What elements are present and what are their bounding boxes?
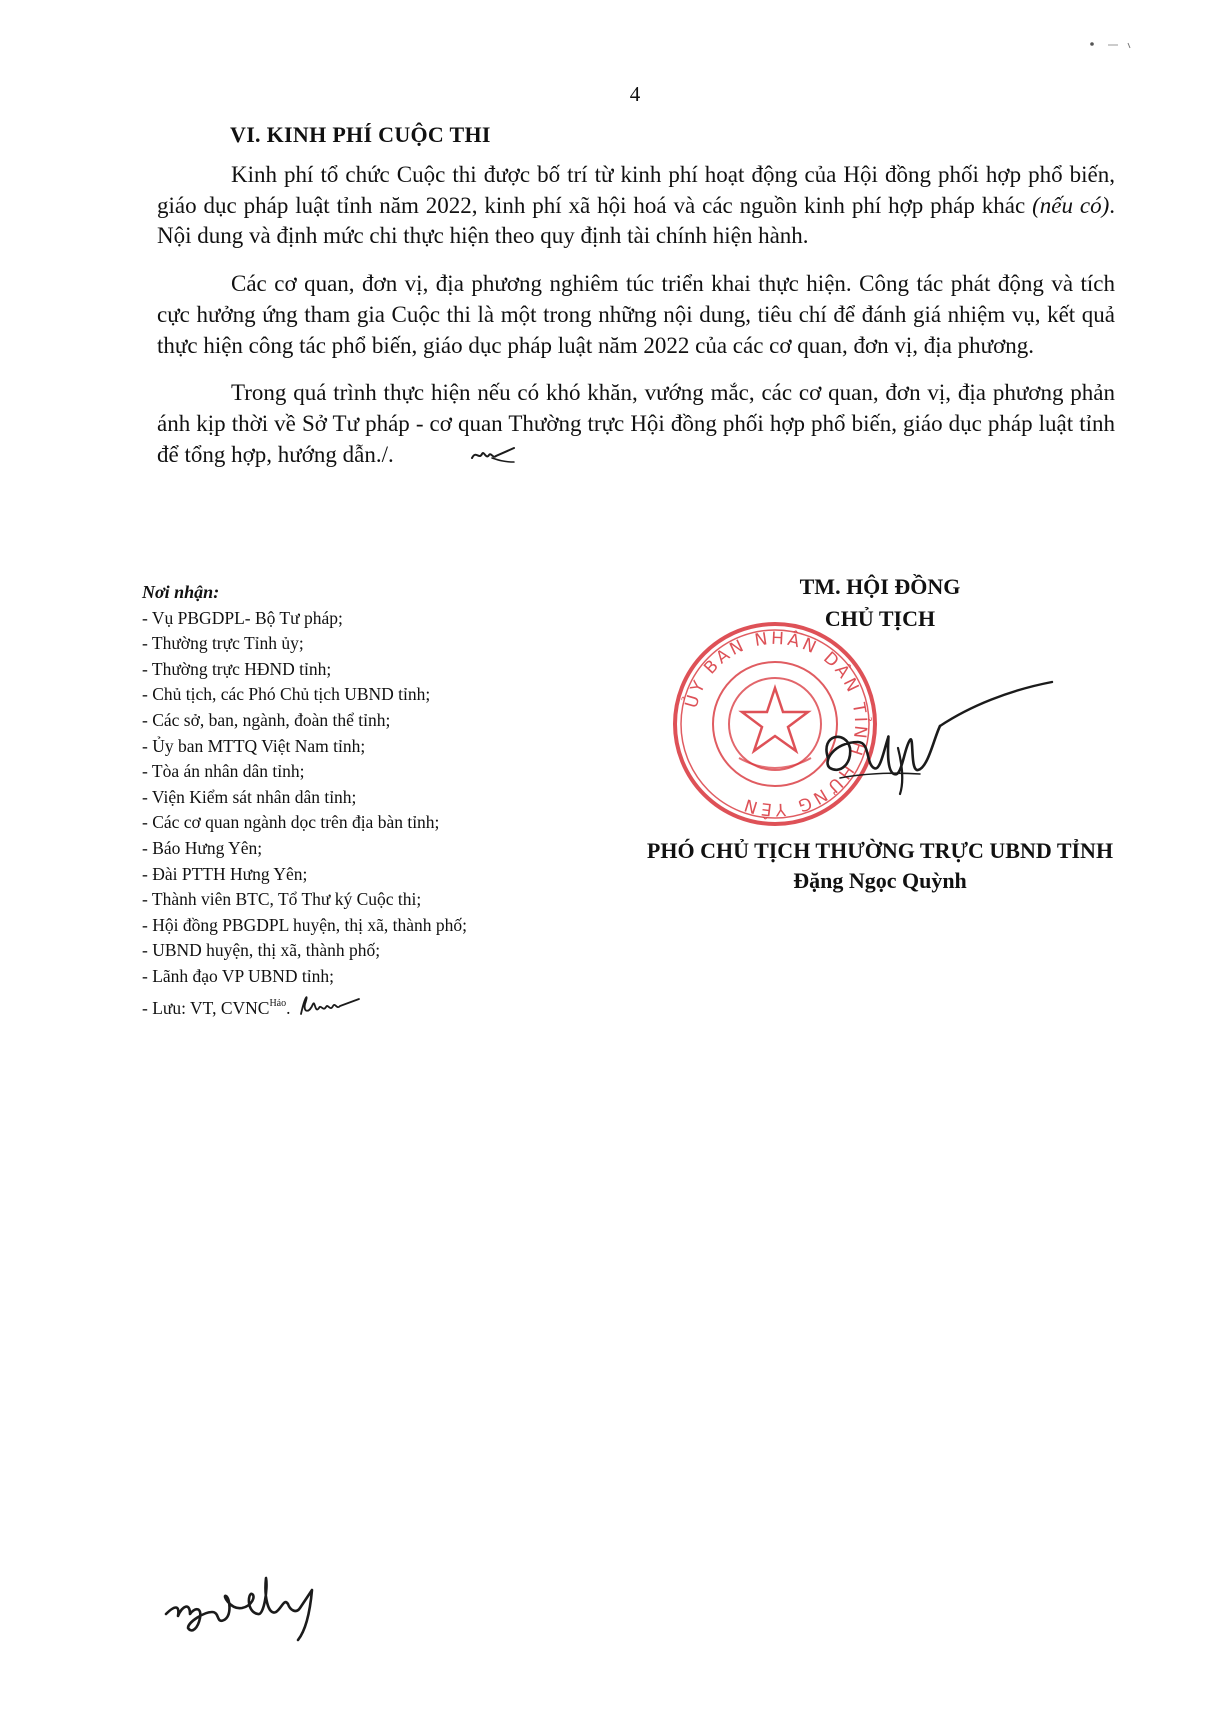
paragraph-funding-italic: (nếu có)	[1032, 192, 1110, 218]
recipient-item: - Báo Hưng Yên;	[142, 837, 263, 858]
page-number: 4	[629, 82, 641, 106]
seal-ring-text: ỦY BAN NHÂN DÂN TỈNH HƯNG YÊN	[681, 628, 871, 820]
scan-speck-marks	[1088, 38, 1148, 50]
recipient-item: - Vụ PBGDPL- Bộ Tư pháp;	[142, 607, 343, 628]
signatory-name: Đặng Ngọc Quỳnh	[793, 868, 967, 893]
paragraph-funding-text: Kinh phí tổ chức Cuộc thi được bố trí từ kinh phí hoạt động của Hội đồng phối hợp phổ biến, giáo dục pháp luật tỉnh năm 2022, kinh phí xã hội hoá và các nguồn kinh phí hợp pháp khác	[157, 162, 1115, 218]
recipient-item: - Lãnh đạo VP UBND tỉnh;	[142, 965, 335, 986]
recipients-title: Nơi nhận:	[142, 582, 220, 602]
recipient-item: - Thành viên BTC, Tổ Thư ký Cuộc thi;	[142, 889, 422, 910]
paragraph-funding-text-end: . Nội dung và định mức chi thực hiện theo quy định tài chính hiện hành.	[157, 192, 1115, 249]
recipient-item: - Đài PTTH Hưng Yên;	[142, 863, 308, 884]
archive-period: .	[286, 997, 291, 1018]
handwritten-signature	[800, 678, 1060, 798]
paragraph-reporting	[157, 378, 1115, 474]
section-heading: VI. KINH PHÍ CUỘC THI	[230, 122, 491, 147]
signature-title-chairman: CHỦ TỊCH	[824, 606, 936, 631]
bottom-handwritten-initials	[160, 1568, 350, 1643]
recipient-item: - Thường trực HĐND tỉnh;	[142, 658, 332, 679]
recipient-item: - Các cơ quan ngành dọc trên địa bàn tỉnh;	[142, 812, 440, 833]
recipient-item: - Viện Kiểm sát nhân dân tỉnh;	[142, 786, 357, 807]
archive-initials: Hảo	[269, 997, 287, 1009]
recipient-item-archive	[142, 990, 467, 1028]
recipient-item: - Hội đồng PBGDPL huyện, thị xã, thành phố;	[142, 914, 468, 935]
handwritten-initial-mark	[396, 444, 520, 475]
archive-label: - Lưu: VT, CVNC	[142, 997, 270, 1018]
archive-handwritten-signature	[295, 990, 363, 1028]
paragraph-funding	[157, 160, 1115, 252]
recipient-item: - Tòa án nhân dân tỉnh;	[142, 761, 305, 782]
recipient-item: - Thường trực Tỉnh ủy;	[142, 633, 304, 654]
signature-title-council: TM. HỘI ĐỒNG	[799, 574, 961, 599]
paragraph-implementation: Các cơ quan, đơn vị, địa phương nghiêm túc triển khai thực hiện. Công tác phát động và tích cực hưởng ứng tham gia Cuộc thi là một trong những nội dung, tiêu chí để đánh giá nhiệm vụ, kết quả thực hiện công tác phổ biến, giáo dục pháp luật năm 2022 của các cơ quan, đơn vị, địa phương.	[157, 271, 1115, 358]
signatory-position: PHÓ CHỦ TỊCH THƯỜNG TRỰC UBND TỈNH	[646, 838, 1114, 863]
recipient-item: - UBND huyện, thị xã, thành phố;	[142, 940, 381, 961]
section-body	[157, 160, 1115, 474]
recipients-list	[142, 580, 467, 1027]
recipient-item: - Ủy ban MTTQ Việt Nam tỉnh;	[142, 735, 366, 756]
recipient-item: - Chủ tịch, các Phó Chủ tịch UBND tỉnh;	[142, 684, 431, 705]
paragraph-reporting-text: Trong quá trình thực hiện nếu có khó khăn, vướng mắc, các cơ quan, đơn vị, địa phương phản ánh kịp thời về Sở Tư pháp - cơ quan Thường trực Hội đồng phối hợp phổ biến, giáo dục pháp luật tỉnh để tổng hợp, hướng dẫn./.	[157, 380, 1115, 467]
recipient-item: - Các sở, ban, ngành, đoàn thể tỉnh;	[142, 709, 391, 730]
